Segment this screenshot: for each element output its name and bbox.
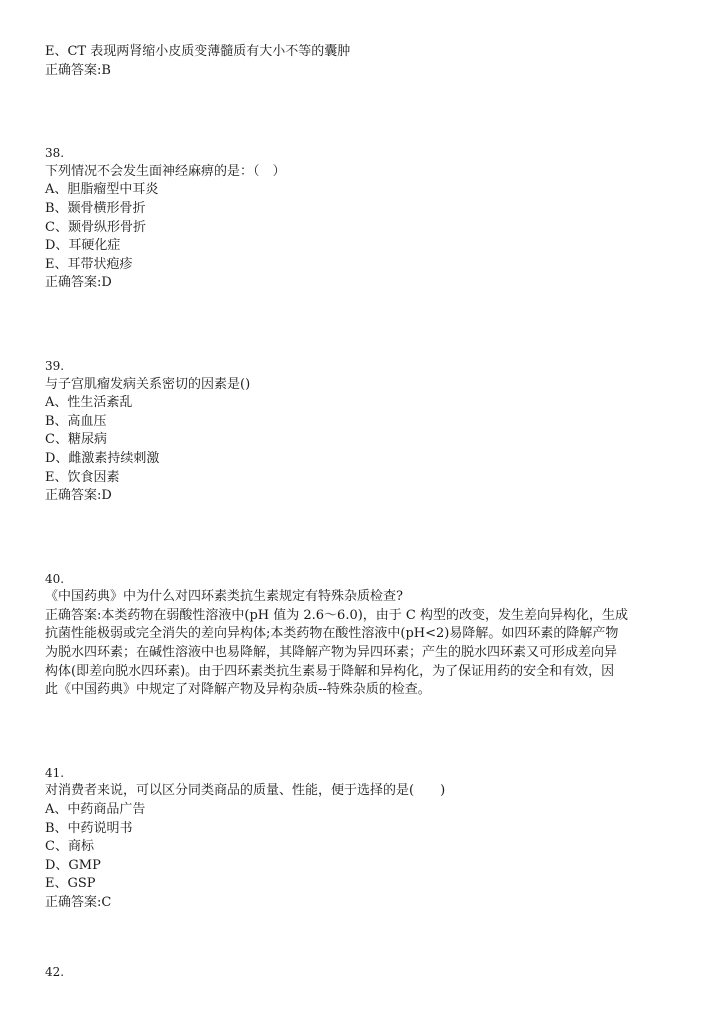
answer: 正确答案:B — [45, 62, 111, 78]
option-a: A、胆脂瘤型中耳炎 — [45, 182, 159, 198]
question-stem: 与子宫肌瘤发病关系密切的因素是() — [45, 376, 251, 392]
option-c: C、商标 — [45, 839, 94, 855]
option-c: C、糖尿病 — [45, 432, 107, 448]
question-stem: 对消费者来说，可以区分同类商品的质量、性能，便于选择的是( ) — [45, 783, 446, 799]
option-d: D、耳硬化症 — [45, 238, 121, 254]
question-40 — [45, 570, 685, 700]
answer: 正确答案:C — [45, 895, 112, 910]
question-number: 41. — [45, 765, 65, 780]
answer: 正确答案:D — [45, 488, 112, 504]
answer-line: 构体(即差向脱水四环素)。由于四环素类抗生素易于降解和异构化，为了保证用药的安全和有效，因 — [45, 663, 615, 679]
option-e: E、CT 表现两肾缩小皮质变薄髓质有大小不等的囊肿 — [45, 44, 351, 59]
option-a: A、中药商品广告 — [45, 802, 146, 818]
question-stem: 《中国药典》中为什么对四环素类抗生素规定有特殊杂质检查? — [45, 589, 403, 605]
answer-line: 正确答案:本类药物在弱酸性溶液中(pH 值为 2.6～6.0)，由于 C 构型的改变，发生差向异构化，生成 — [45, 607, 629, 623]
option-a: A、性生活紊乱 — [45, 395, 133, 411]
question-42 — [45, 963, 685, 982]
answer-line: 为脱水四环素；在碱性溶液中也易降解，其降解产物为异四环素；产生的脱水四环素又可形成差向异 — [45, 645, 618, 661]
question-number: 40. — [45, 571, 65, 586]
option-b: B、颞骨横形骨折 — [45, 200, 146, 216]
document-page — [45, 43, 685, 981]
option-c: C、颞骨纵形骨折 — [45, 219, 146, 235]
option-d: D、雌激素持续刺激 — [45, 450, 160, 466]
question-number: 42. — [45, 964, 65, 979]
question-number: 39. — [45, 358, 65, 373]
option-b: B、中药说明书 — [45, 820, 133, 836]
option-d: D、GMP — [45, 857, 101, 873]
option-e: E、耳带状疱疹 — [45, 256, 133, 272]
option-e: E、饮食因素 — [45, 469, 120, 485]
answer: 正确答案:D — [45, 275, 112, 291]
question-number: 38. — [45, 146, 65, 161]
option-b: B、高血压 — [45, 413, 107, 429]
question-38 — [45, 144, 685, 293]
question-41 — [45, 764, 685, 913]
answer-line: 抗菌性能极弱或完全消失的差向异构体;本类药物在酸性溶液中(pH<2)易降解。如四环素的降解产物 — [45, 626, 619, 642]
option-e: E、GSP — [45, 876, 96, 892]
question-stem: 下列情况不会发生面神经麻痹的是：（ ） — [45, 163, 286, 179]
answer-line: 此《中国药典》中规定了对降解产物及异构杂质--特殊杂质的检查。 — [45, 682, 431, 698]
question-39 — [45, 357, 685, 506]
